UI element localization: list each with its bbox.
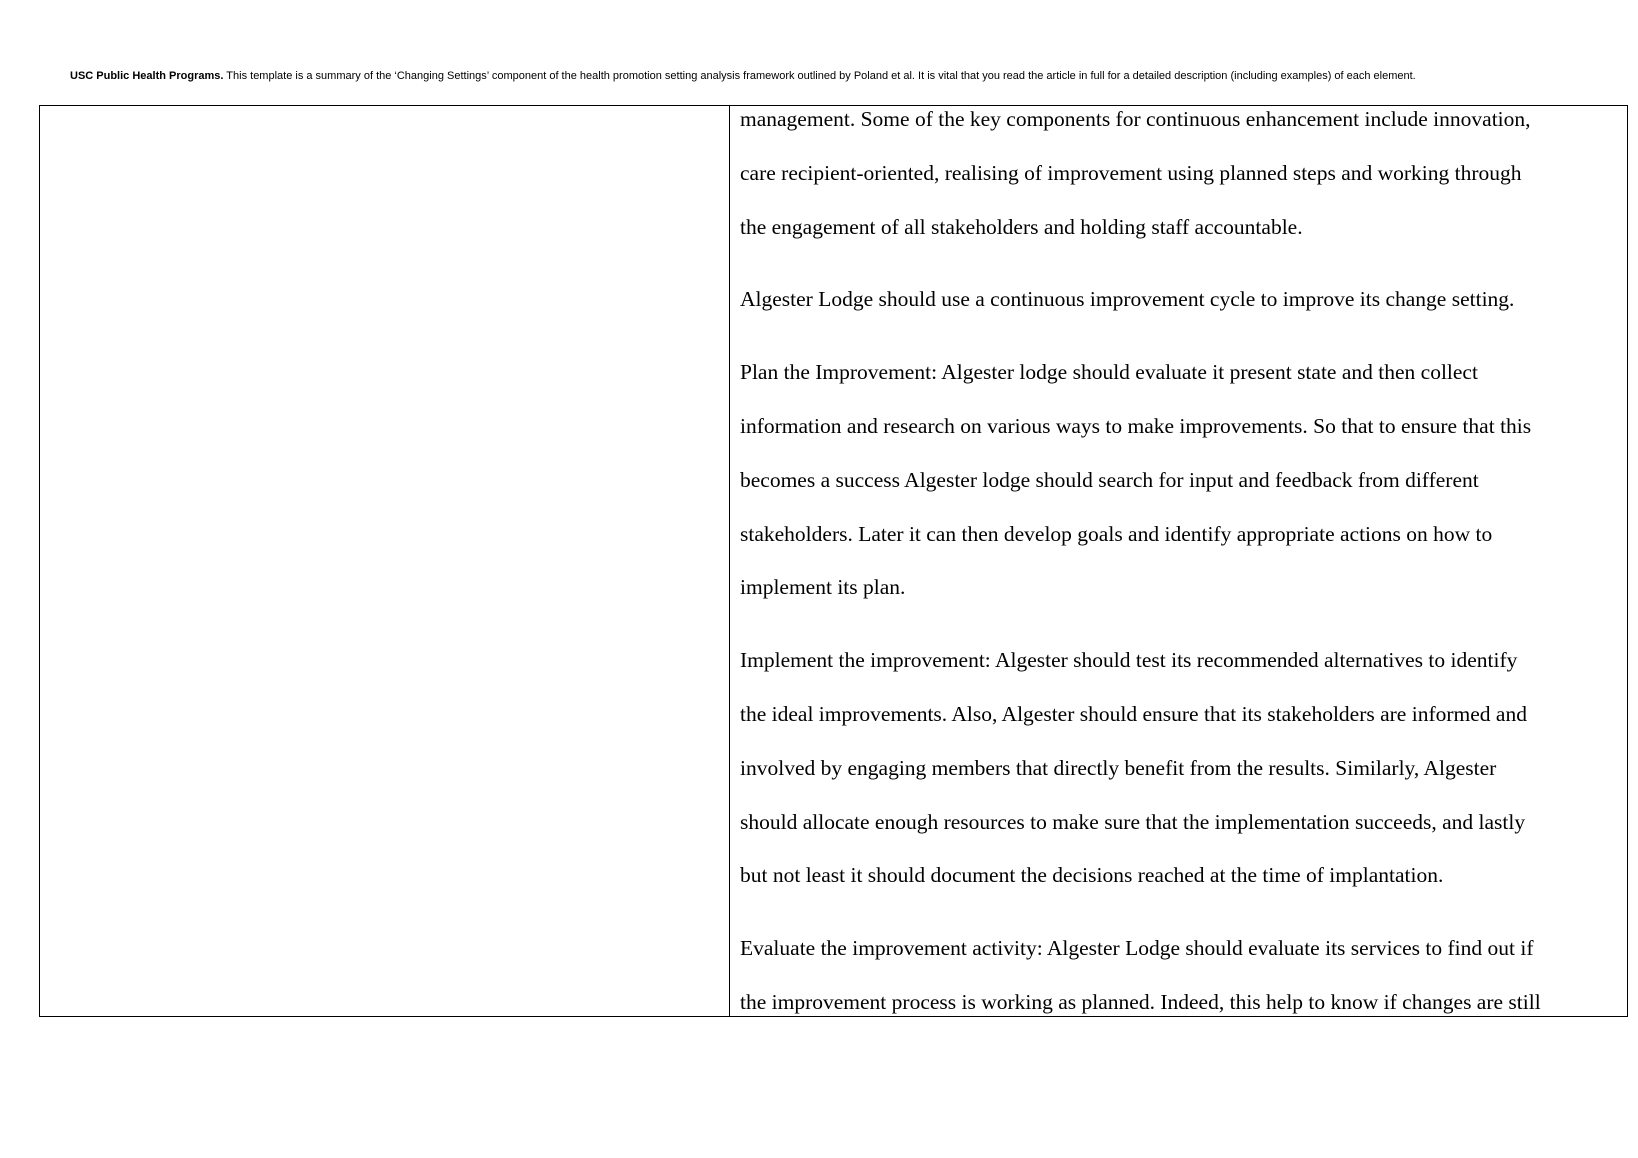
paragraph-plan-improvement [740, 346, 1627, 615]
paragraph-line: becomes a success Algester lodge should search for input and feedback from different [740, 467, 1479, 492]
paragraph-line: but not least it should document the decisions reached at the time of implantation. [740, 863, 1444, 888]
paragraph-line: Implement the improvement: Algester should test its recommended alternatives to identify [740, 648, 1518, 673]
table-left-cell [40, 106, 730, 1016]
paragraph-line: information and research on various ways to make improvements. So that to ensure that this [740, 413, 1532, 438]
paragraph-line: the ideal improvements. Also, Algester should ensure that its stakeholders are informed and [740, 701, 1527, 726]
page-header-note [70, 69, 1590, 83]
paragraph-evaluate-improvement [740, 922, 1627, 1016]
paragraph-line: care recipient-oriented, realising of improvement using planned steps and working through [740, 160, 1522, 185]
settings-table [39, 105, 1628, 1017]
paragraph-line: the improvement process is working as planned. Indeed, this help to know if changes are still [740, 989, 1541, 1014]
paragraph-line: should allocate enough resources to make sure that the implementation succeeds, and lastly [740, 809, 1526, 834]
paragraph-line: management. Some of the key components for continuous enhancement include innovation, [740, 107, 1531, 131]
paragraph-line: the engagement of all stakeholders and holding staff accountable. [740, 214, 1303, 239]
header-note-text: This template is a summary of the ‘Changing Settings’ component of the health promotion setting analysis framework outlined by Poland et al. It is vital that you read the article in full for a detailed description (including examples) of each element. [226, 70, 1416, 82]
paragraph-line: involved by engaging members that directly benefit from the results. Similarly, Algester [740, 755, 1497, 780]
table-right-cell [730, 106, 1627, 1016]
paragraph-implement-improvement [740, 634, 1627, 903]
paragraph-improvement-cycle [740, 273, 1627, 327]
paragraph-line: Plan the Improvement: Algester lodge should evaluate it present state and then collect [740, 360, 1478, 385]
paragraph-line: Evaluate the improvement activity: Algester Lodge should evaluate its services to find out if [740, 936, 1534, 961]
paragraph-line: Algester Lodge should use a continuous improvement cycle to improve its change setting. [740, 287, 1515, 312]
header-org-name: USC Public Health Programs. [70, 70, 224, 82]
paragraph-line: stakeholders. Later it can then develop goals and identify appropriate actions on how to [740, 521, 1493, 546]
paragraph-continuous-enhancement [740, 106, 1627, 254]
paragraph-line: implement its plan. [740, 575, 906, 600]
